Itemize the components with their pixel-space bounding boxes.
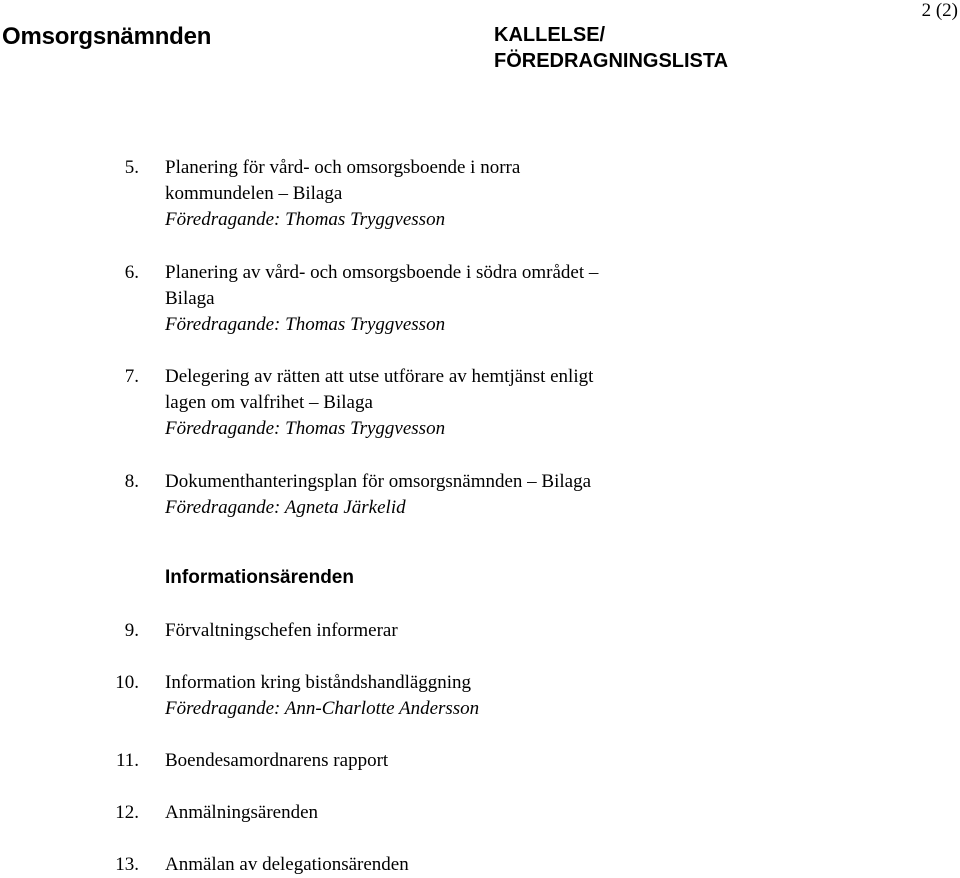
agenda-item-presenter: Föredragande: Thomas Tryggvesson — [165, 209, 446, 230]
agenda-item-title-line: lagen om valfrihet – Bilaga — [165, 392, 373, 413]
agenda-item-number: 10. — [115, 672, 139, 693]
agenda-item-number: 6. — [124, 262, 139, 283]
agenda-item-title-line: Delegering av rätten att utse utförare av hemtjänst enligt — [165, 366, 594, 387]
agenda-item-body — [165, 800, 725, 826]
document-type-line-1: KALLELSE/ — [494, 24, 606, 46]
agenda-item-body — [165, 852, 725, 878]
agenda-item-number: 7. — [124, 366, 139, 387]
agenda-item-body — [165, 748, 725, 774]
agenda-item-body — [165, 364, 725, 442]
agenda-item-title-line: Information kring biståndshandläggning — [165, 672, 472, 693]
agenda-item-number: 11. — [115, 750, 139, 771]
agenda-item-title-line: kommundelen – Bilaga — [165, 183, 343, 204]
document-type-line-2: FÖREDRAGNINGSLISTA — [494, 50, 729, 72]
agenda-item-number: 12. — [115, 802, 139, 823]
agenda-item-body — [165, 260, 725, 338]
agenda-item-title-line: Planering för vård- och omsorgsboende i norra — [165, 157, 521, 178]
agenda-item-title-line: Förvaltningschefen informerar — [165, 620, 398, 641]
agenda-item-title-line: Dokumenthanteringsplan för omsorgsnämnden – Bilaga — [165, 471, 592, 492]
agenda-item-presenter: Föredragande: Thomas Tryggvesson — [165, 418, 446, 439]
agenda-item-presenter: Föredragande: Ann-Charlotte Andersson — [165, 698, 480, 719]
organization-name: Omsorgsnämnden — [2, 23, 212, 50]
agenda-item-body — [165, 670, 725, 722]
agenda-item-number: 5. — [124, 157, 139, 178]
page-number: 2 (2) — [921, 0, 958, 21]
section-heading-information: Informationsärenden — [165, 567, 354, 588]
document-type — [494, 22, 728, 74]
agenda-item-title-line: Bilaga — [165, 288, 215, 309]
agenda-item-title-line: Planering av vård- och omsorgsboende i södra området – — [165, 262, 599, 283]
agenda-item-presenter: Föredragande: Agneta Järkelid — [165, 497, 406, 518]
agenda-item-body — [165, 618, 725, 644]
agenda-item-number: 8. — [124, 471, 139, 492]
agenda-item-title-line: Anmälningsärenden — [165, 802, 319, 823]
agenda-item-presenter: Föredragande: Thomas Tryggvesson — [165, 314, 446, 335]
agenda-item-body — [165, 155, 725, 233]
agenda-item-title-line: Boendesamordnarens rapport — [165, 750, 389, 771]
agenda-item-title-line: Anmälan av delegationsärenden — [165, 854, 409, 875]
agenda-item-number: 9. — [124, 620, 139, 641]
agenda-item-number: 13. — [115, 854, 139, 875]
agenda-item-body — [165, 469, 725, 521]
